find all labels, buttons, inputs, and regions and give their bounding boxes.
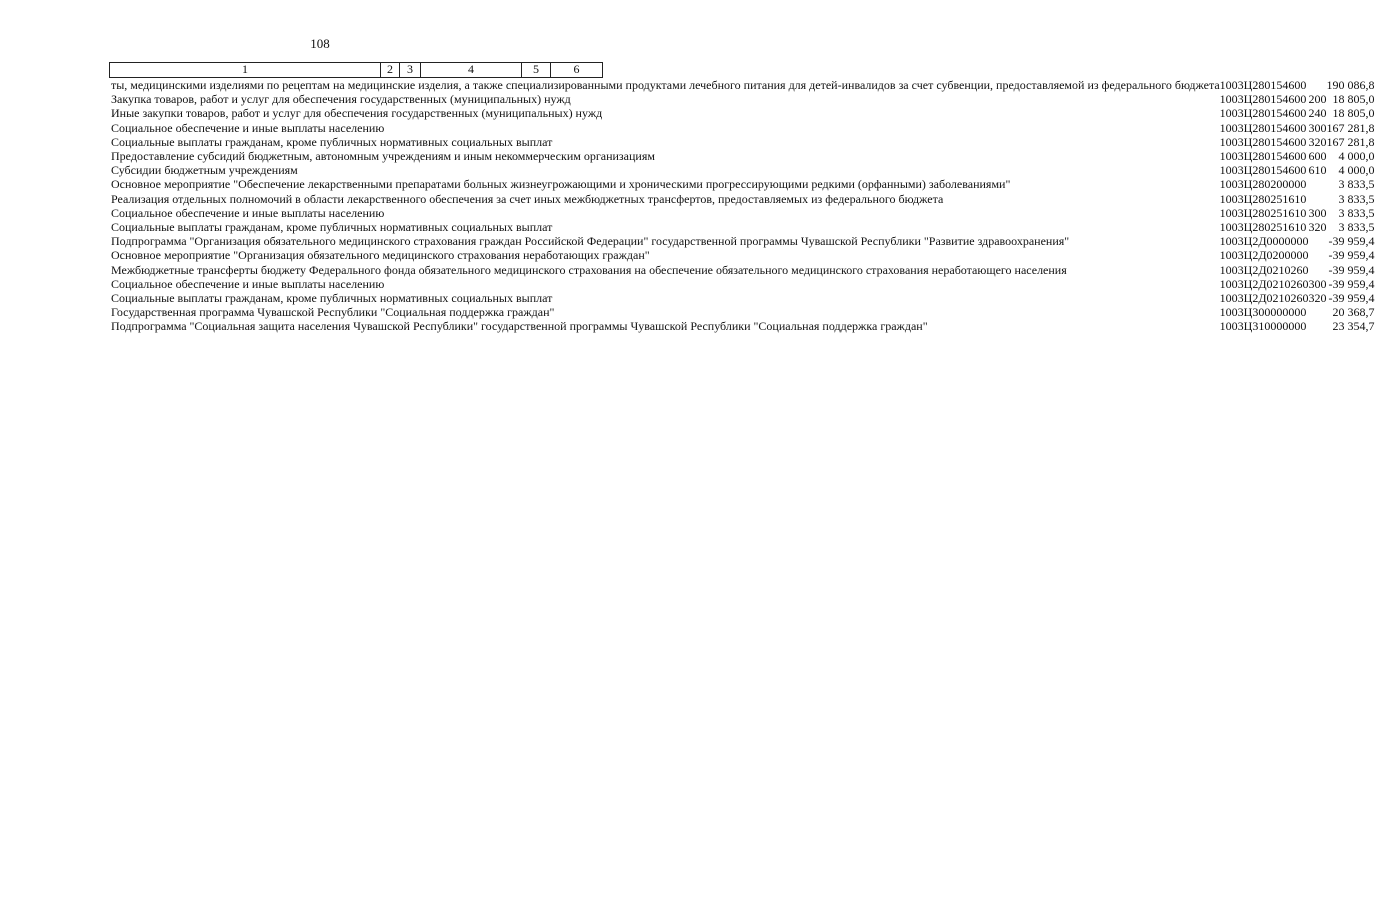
section-code: 10: [1219, 262, 1232, 277]
section-code: 10: [1219, 92, 1232, 107]
target-article-code: Ц280154600: [1243, 149, 1307, 164]
target-article-code: Ц2Д0210260: [1243, 262, 1309, 277]
section-code: 10: [1219, 134, 1232, 149]
row-description: Государственная программа Чувашской Республики "Социальная поддержка граждан": [111, 305, 555, 320]
amount-value: 4 000,0: [1338, 163, 1375, 178]
row-description: Закупка товаров, работ и услуг для обеспечения государственных (муниципальных) нужд: [111, 92, 571, 107]
amount-value: 190 086,8: [1326, 78, 1375, 92]
target-article-code: Ц2Д0200000: [1243, 248, 1309, 263]
subsection-code: 03: [1231, 234, 1244, 249]
section-code: 10: [1219, 291, 1232, 306]
section-code: 10: [1219, 149, 1232, 164]
subsection-code: 03: [1231, 78, 1244, 92]
amount-value: -39 959,4: [1328, 248, 1375, 263]
expense-type-code: [1309, 78, 1327, 92]
subsection-code: 03: [1231, 248, 1244, 263]
table-row: [111, 206, 1375, 220]
target-article-code: Ц280154600: [1243, 106, 1307, 121]
amount-value: 3 833,5: [1338, 177, 1375, 192]
table-row: [111, 305, 1375, 319]
amount-value: 167 281,8: [1326, 120, 1375, 135]
row-description: Социальное обеспечение и иные выплаты населению: [111, 276, 385, 291]
row-description: Социальные выплаты гражданам, кроме публичных нормативных социальных выплат: [111, 220, 553, 235]
section-code: 10: [1219, 191, 1232, 206]
amount-value: -39 959,4: [1328, 262, 1375, 277]
table-row: [111, 319, 1375, 333]
budget-table: [111, 78, 1375, 334]
section-code: 10: [1219, 163, 1232, 178]
expense-type-code: 600: [1308, 149, 1327, 164]
expense-type-code: [1309, 234, 1327, 248]
target-article-code: Ц280154600: [1243, 92, 1307, 107]
subsection-code: 03: [1231, 134, 1244, 149]
subsection-code: 03: [1231, 191, 1244, 206]
expense-type-code: [1309, 248, 1327, 262]
expense-type-code: [1309, 177, 1327, 191]
column-header-row: [109, 62, 603, 78]
table-row: [111, 92, 1375, 106]
subsection-code: 03: [1231, 262, 1244, 277]
target-article-code: Ц2Д0000000: [1243, 234, 1309, 249]
section-code: 10: [1219, 319, 1232, 334]
target-article-code: Ц280251610: [1243, 191, 1307, 206]
row-description: Предоставление субсидий бюджетным, автономным учреждениям и иным некоммерческим организациям: [111, 149, 655, 164]
target-article-code: Ц280251610: [1243, 205, 1307, 220]
table-row: [111, 220, 1375, 234]
amount-value: -39 959,4: [1328, 234, 1375, 249]
section-code: 10: [1219, 305, 1232, 320]
target-article-code: Ц2Д0210260: [1243, 276, 1309, 291]
section-code: 10: [1219, 220, 1232, 235]
target-article-code: Ц280154600: [1243, 78, 1307, 92]
column-header-4: 4: [421, 63, 522, 77]
table-row: [111, 277, 1375, 291]
amount-value: 3 833,5: [1338, 191, 1375, 206]
table-row: [111, 291, 1375, 305]
table-row: [111, 248, 1375, 262]
amount-value: 167 281,8: [1326, 134, 1375, 149]
subsection-code: 03: [1231, 305, 1244, 320]
table-row: [111, 78, 1375, 92]
expense-type-code: 320: [1308, 220, 1327, 235]
amount-value: 20 368,7: [1332, 305, 1375, 320]
subsection-code: 03: [1231, 163, 1244, 178]
row-description: Социальное обеспечение и иные выплаты населению: [111, 205, 385, 220]
row-description: ты, медицинскими изделиями по рецептам на медицинские изделия, а также специализированными продуктами лечебного питания для детей-инвалидов за счет субвенции, предоставляемой из федерального бюджета: [111, 78, 1220, 92]
column-header-2: 2: [381, 63, 400, 77]
target-article-code: Ц280154600: [1243, 120, 1307, 135]
subsection-code: 03: [1231, 106, 1244, 121]
column-header-1: 1: [110, 63, 381, 77]
subsection-code: 03: [1231, 291, 1244, 306]
amount-value: -39 959,4: [1328, 291, 1375, 306]
amount-value: 3 833,5: [1338, 205, 1375, 220]
expense-type-code: 200: [1308, 92, 1327, 107]
expense-type-code: 610: [1308, 163, 1327, 178]
row-description: Субсидии бюджетным учреждениям: [111, 163, 298, 178]
table-row: [111, 135, 1375, 149]
column-header-3: 3: [400, 63, 421, 77]
expense-type-code: [1309, 263, 1327, 277]
table-row: [111, 163, 1375, 177]
target-article-code: Ц2Д0210260: [1243, 291, 1309, 306]
amount-value: -39 959,4: [1328, 276, 1375, 291]
row-description: Основное мероприятие "Обеспечение лекарственными препаратами больных жизнеугрожающими и хроническими прогрессирующими редкими (орфанными) заболеваниями": [111, 177, 1011, 192]
subsection-code: 03: [1231, 149, 1244, 164]
expense-type-code: 300: [1308, 205, 1327, 220]
row-description: Межбюджетные трансферты бюджету Федерального фонда обязательного медицинского страхования на обеспечение обязательного медицинского страхования неработающего населения: [111, 262, 1067, 277]
row-description: Подпрограмма "Организация обязательного медицинского страхования граждан Российской Федерации" государственной программы Чувашской Республики "Развитие здравоохранения": [111, 234, 1070, 249]
expense-type-code: 320: [1308, 291, 1327, 306]
table-row: [111, 149, 1375, 163]
subsection-code: 03: [1231, 92, 1244, 107]
section-code: 10: [1219, 78, 1232, 92]
section-code: 10: [1219, 276, 1232, 291]
amount-value: 18 805,0: [1332, 106, 1375, 121]
table-row: [111, 177, 1375, 191]
row-description: Иные закупки товаров, работ и услуг для обеспечения государственных (муниципальных) нужд: [111, 106, 603, 121]
expense-type-code: [1309, 319, 1327, 333]
target-article-code: Ц280154600: [1243, 163, 1307, 178]
expense-type-code: [1309, 305, 1327, 319]
table-row: [111, 263, 1375, 277]
column-header-6: 6: [573, 62, 580, 76]
section-code: 10: [1219, 177, 1232, 192]
subsection-code: 03: [1231, 276, 1244, 291]
column-header-5: 5: [522, 63, 551, 77]
target-article-code: Ц280251610: [1243, 220, 1307, 235]
section-code: 10: [1219, 106, 1232, 121]
table-row: [111, 192, 1375, 206]
target-article-code: Ц280154600: [1243, 134, 1307, 149]
subsection-code: 03: [1231, 220, 1244, 235]
table-row: [111, 106, 1375, 120]
target-article-code: Ц300000000: [1243, 305, 1307, 320]
amount-value: 23 354,7: [1332, 319, 1375, 334]
subsection-code: 03: [1231, 319, 1244, 334]
expense-type-code: [1309, 192, 1327, 206]
amount-value: 18 805,0: [1332, 92, 1375, 107]
row-description: Социальное обеспечение и иные выплаты населению: [111, 120, 385, 135]
row-description: Социальные выплаты гражданам, кроме публичных нормативных социальных выплат: [111, 291, 553, 306]
subsection-code: 03: [1231, 205, 1244, 220]
section-code: 10: [1219, 120, 1232, 135]
row-description: Подпрограмма "Социальная защита населения Чувашской Республики" государственной программы Чувашской Республики "Социальная поддержка граждан": [111, 319, 928, 334]
expense-type-code: 240: [1308, 106, 1327, 121]
table-row: [111, 234, 1375, 248]
row-description: Реализация отдельных полномочий в области лекарственного обеспечения за счет иных межбюджетных трансфертов, предоставляемых из федерального бюджета: [111, 191, 944, 206]
section-code: 10: [1219, 248, 1232, 263]
subsection-code: 03: [1231, 177, 1244, 192]
amount-value: 3 833,5: [1338, 220, 1375, 235]
target-article-code: Ц280200000: [1243, 177, 1307, 192]
row-description: Основное мероприятие "Организация обязательного медицинского страхования неработающих граждан": [111, 248, 650, 263]
table-row: [111, 121, 1375, 135]
page-number: 108: [310, 36, 330, 51]
expense-type-code: 320: [1308, 134, 1327, 149]
section-code: 10: [1219, 205, 1232, 220]
expense-type-code: 300: [1308, 276, 1327, 291]
target-article-code: Ц310000000: [1243, 319, 1307, 334]
row-description: Социальные выплаты гражданам, кроме публичных нормативных социальных выплат: [111, 134, 553, 149]
expense-type-code: 300: [1308, 120, 1327, 135]
subsection-code: 03: [1231, 120, 1244, 135]
section-code: 10: [1219, 234, 1232, 249]
amount-value: 4 000,0: [1338, 149, 1375, 164]
